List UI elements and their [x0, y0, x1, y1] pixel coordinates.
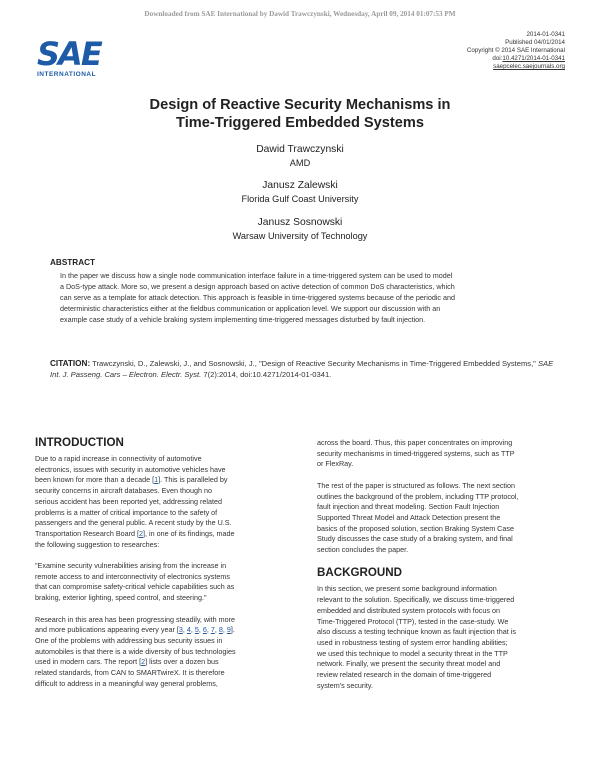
author-affiliation: Florida Gulf Coast University [241, 194, 359, 204]
copyright: Copyright © 2014 SAE International [466, 47, 565, 55]
reference-link[interactable]: 8 [218, 625, 223, 635]
sae-logo-letters: SAE [37, 35, 101, 73]
text-line: remote access to and interconnectivity of electronics systems [35, 571, 230, 581]
title-line-1: Design of Reactive Security Mechanisms in [149, 97, 451, 113]
section-heading-background: BACKGROUND [317, 566, 403, 580]
reference-link[interactable]: 2 [141, 657, 146, 667]
text-line: One of the problems with addressing bus security issues in [35, 635, 223, 645]
text-line: and more publications appearing every year [3, 4, 5, 6, 7, 8, 9]. [35, 625, 235, 635]
reference-link[interactable]: 4 [186, 625, 191, 635]
citation-authors: Trawczynski, D., Zalewski, J., and Sosnowski, J., "Design of Reactive Security Mechanisms in Time-Triggered Embedded Systems," [90, 359, 538, 368]
author-name: Janusz Sosnowski [257, 217, 343, 228]
doi-link[interactable]: 10.4271/2014-01-0341 [502, 55, 565, 63]
text-line: braking, exterior lighting, speed control, and steering." [35, 593, 207, 603]
text-line: Transportation Research Board [2], in one of its findings, made [35, 528, 235, 538]
abstract-line: example case study of a vehicle braking system implementing time-triggered messages disturbed by fault injection. [60, 315, 426, 324]
sae-logo [37, 37, 117, 87]
title-line-2: Time-Triggered Embedded Systems [176, 115, 424, 131]
text-line: used in robustness testing of system error handling abilities; [317, 637, 508, 647]
text-line: Supported Threat Model and Attack Detection present the [317, 512, 501, 522]
author-affiliation: AMD [289, 158, 311, 168]
download-banner: Downloaded from SAE International by Dawid Trawczynski, Wednesday, April 09, 2014 01:07:53 PM [144, 10, 456, 18]
text-line: The rest of the paper is structured as follows. The next section [317, 480, 516, 490]
text-line: fault injection and threat modeling. Section Fault Injection [317, 502, 500, 512]
text-line: Research in this area has been progressing steadily, with more [35, 614, 236, 624]
text-line: electronics, issues with security in automotive vehicles have [35, 464, 226, 474]
text-line: or FlexRay. [317, 459, 354, 469]
abstract-text [60, 270, 550, 325]
author-affiliation: Warsaw University of Technology [232, 231, 368, 241]
text-line: security concerns in aircraft databases. Even though no [35, 486, 212, 496]
text-line: the following suggestion to researches: [35, 539, 160, 549]
text-line: we used this technique to model a security threat in the TTP [317, 648, 508, 658]
text-line: difficult to address in a meaningful way general problems, [35, 678, 218, 688]
abstract-line: can serve as a template for attack detection. This approach is feasible in time-triggered systems because of the periodic and [60, 293, 455, 302]
text-line: Study discusses the case study of a braking system, and final [317, 534, 513, 544]
text-line: section concludes the paper. [317, 545, 409, 555]
reference-link[interactable]: 2 [139, 528, 144, 538]
abstract-line: a DoS-type attack. More so, we present a design approach based on active detection of common DoS characteristics, which [60, 282, 455, 291]
citation-rest: 7(2):2014, doi:10.4271/2014-01-0341. [201, 370, 332, 379]
author-name: Janusz Zalewski [262, 180, 338, 191]
text-line: relevant to the solution. Specifically, we discuss time-triggered [317, 595, 515, 605]
text-line: across the board. Thus, this paper concentrates on improving [317, 438, 513, 447]
reference-link[interactable]: 1 [154, 475, 159, 485]
text-line: that can compromise safety-critical vehicle capabilities such as [35, 582, 235, 592]
text-line: system's security. [317, 680, 373, 690]
reference-link[interactable]: 3 [178, 625, 183, 635]
reference-link[interactable]: 9 [226, 625, 231, 635]
reference-link[interactable]: 7 [210, 625, 215, 635]
text-line: security mechanisms in timed-triggered systems, such as TTP [317, 448, 515, 458]
author-name: Dawid Trawczynski [256, 144, 344, 155]
paragraph [35, 454, 285, 550]
journal-site-link[interactable]: saepcelec.saejournals.org [493, 63, 565, 71]
reference-link[interactable]: 5 [194, 625, 199, 635]
text-line: review related research in the domain of time-triggered [317, 670, 492, 680]
doi-line [467, 55, 565, 63]
paragraph [35, 615, 285, 690]
paragraph [317, 481, 567, 556]
text-line: been known for more than a decade [1]. This is paralleled by [35, 475, 228, 485]
sae-logo-subtitle: INTERNATIONAL [37, 71, 97, 78]
abstract-line: deterministic characteristics either at the fieldbus communication or application level. We support our discussion with an [60, 304, 441, 313]
paper-metadata [467, 31, 565, 71]
text-line: In this section, we present some background information [317, 584, 497, 594]
text-line: also discuss a testing technique known as fault injection that is [317, 627, 516, 637]
paragraph [317, 584, 567, 691]
text-line: passengers and the general public. A recent study by the U.S. [35, 518, 232, 528]
paper-title [0, 96, 600, 132]
citation-label: CITATION: [50, 359, 91, 368]
text-line: automobiles is that there is a wide diversity of bus technologies [35, 646, 236, 656]
text-line: outlines the background of the problem, including TTP protocol, [317, 491, 519, 501]
reference-link[interactable]: 6 [202, 625, 207, 635]
text-line: "Examine security vulnerabilities arising from the increase in [35, 561, 227, 571]
text-line: Due to a rapid increase in connectivity of automotive [35, 454, 202, 463]
text-line: Time-Triggered Protocol (TTP), tested in the case-study. We [317, 616, 509, 626]
text-line: related standards, from CAN to SMARTwireX. It is therefore [35, 668, 225, 678]
text-line: serious accident has been reported yet, addressing related [35, 496, 222, 506]
text-line: network. Finally, we present the security threat model and [317, 659, 501, 669]
text-line: basics of the proposed solution, section Braking System Case [317, 523, 514, 533]
abstract-line: In the paper we discuss how a single node communication interface failure in a time-triggered system can be used to model [60, 271, 453, 280]
abstract-heading: ABSTRACT [50, 258, 96, 267]
text-line: embedded and distributed system protocols with focus on [317, 605, 500, 615]
published-date: Published 04/01/2014 [505, 39, 565, 47]
text-line: problems is a matter of critical importance to the safety of [35, 507, 218, 517]
paragraph [317, 438, 567, 470]
quote-paragraph [35, 561, 285, 604]
right-column [317, 438, 567, 702]
citation [50, 358, 560, 380]
paper-number: 2014-01-0341 [526, 31, 565, 38]
text-line: used in modern cars. The report [2] lists over a dozen bus [35, 657, 219, 667]
doi-prefix: doi: [492, 55, 503, 63]
left-column [35, 436, 285, 700]
citation-journal: SAE Int. J. Passeng. Cars – Electron. Electr. Syst. [50, 359, 554, 379]
section-heading-introduction: INTRODUCTION [35, 436, 124, 449]
